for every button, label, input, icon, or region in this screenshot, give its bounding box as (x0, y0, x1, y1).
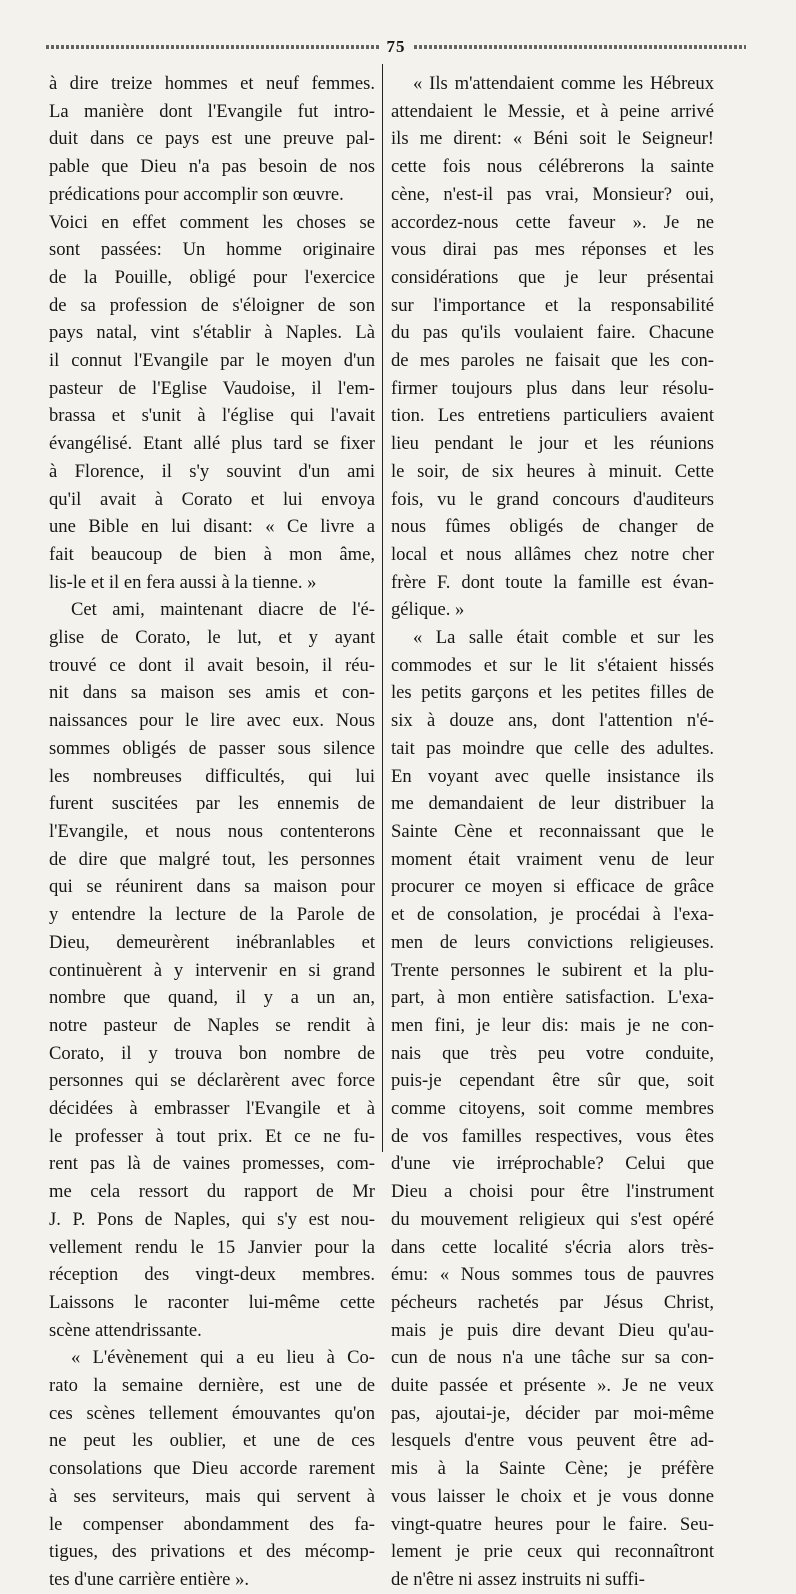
left-column-line: les nombreuses difficultés, qui lui (49, 765, 375, 787)
right-column-line: Dieu a choisi pour être l'instrument (391, 1181, 714, 1203)
right-column-line: lesquels d'entre vous peuvent être ad- (391, 1430, 714, 1452)
column-divider (382, 64, 383, 1152)
right-column (391, 70, 714, 1594)
left-column-line: de sa profession de s'éloigner de son (49, 294, 375, 316)
right-column-line: commodes et sur le lit s'étaient hissés (391, 654, 714, 676)
left-column-line: ces scènes tellement émouvantes qu'on (49, 1402, 375, 1424)
right-column-line: de vos familles respectives, vous êtes (391, 1125, 714, 1147)
right-column-line: le soir, de six heures à minuit. Cette (391, 460, 714, 482)
right-column-line: moment était vraiment venu de leur (391, 848, 714, 870)
left-column-line: à ses serviteurs, mais qui servent à (49, 1485, 375, 1507)
left-column (49, 70, 375, 1594)
right-column-line: mis à la Sainte Cène; je préfère (391, 1458, 714, 1480)
left-column-line: personnes qui se déclarèrent avec force (49, 1070, 375, 1092)
right-column-line: local et nous allâmes chez notre cher (391, 543, 714, 565)
right-column-line: ils me dirent: « Béni soit le Seigneur! (391, 128, 714, 150)
left-column-line: évangélisé. Etant allé plus tard se fixer (49, 433, 375, 455)
right-column-line: mais je puis dire devant Dieu qu'au- (391, 1319, 714, 1341)
left-column-line: pable que Dieu n'a pas besoin de nos (49, 156, 375, 178)
right-column-line: fois, vu le grand concours d'auditeurs (391, 488, 714, 510)
left-column-line: de dire que malgré tout, les personnes (49, 848, 375, 870)
right-column-line: « Ils m'attendaient comme les Hébreux (413, 73, 714, 94)
right-column-line: six à douze ans, dont l'attention n'é- (391, 710, 714, 732)
right-column-line: nais que très peu votre conduite, (391, 1042, 714, 1064)
left-column-line: y entendre la lecture de la Parole de (49, 904, 375, 926)
left-column-line: rato la semaine dernière, est une de (49, 1375, 375, 1397)
right-column-line: Trente personnes le subirent et la plu- (391, 959, 714, 981)
left-column-line: il connut l'Evangile par le moyen d'un (49, 350, 375, 372)
left-column-line: naissances pour le lire avec eux. Nous (49, 710, 375, 732)
right-column-line: cette fois nous célébrerons la sainte (391, 156, 714, 178)
right-column-line: pas, ajoutai-je, décider par moi-même (391, 1402, 714, 1424)
left-column-line: continuèrent à y intervenir en si grand (49, 959, 375, 981)
right-column-line: gélique. » (391, 599, 465, 621)
left-column-line: l'Evangile, et nous nous contenterons (49, 820, 375, 842)
left-column-line: duit dans ce pays est une preuve pal- (49, 128, 375, 150)
right-column-line: ému: « Nous sommes tous de pauvres (391, 1264, 714, 1286)
right-column-line: me demandaient de leur distribuer la (391, 793, 714, 815)
left-column-line: Dieu, demeurèrent inébranlables et (49, 931, 375, 953)
right-column-line: de n'être ni assez instruits ni suffi- (391, 1568, 645, 1590)
left-column-line: le compenser abondamment des fa- (49, 1513, 375, 1535)
left-column-line: rent pas là de vaines promesses, com- (49, 1153, 375, 1175)
left-column-line: Corato, il y trouva bon nombre de (49, 1042, 375, 1064)
right-column-line: duite passée et présente ». Je ne veux (391, 1375, 714, 1397)
left-column-line: furent suscitées par les ennemis de (49, 793, 375, 815)
left-column-line: à dire treize hommes et neuf femmes. (49, 73, 375, 94)
left-column-line: décidées à embrasser l'Evangile et à (49, 1098, 375, 1120)
right-column-line: nous fûmes obligés de changer de (391, 516, 714, 538)
right-column-line: sur l'importance et la responsabilité (391, 294, 714, 316)
left-column-line: le professer à tout prix. Et ce ne fu- (49, 1125, 375, 1147)
left-column-line: à Florence, il s'y souvint d'un ami (49, 460, 375, 482)
left-column-line: prédications pour accomplir son œuvre. (49, 183, 344, 205)
right-column-line: vous dirai pas mes réponses et les (391, 239, 714, 261)
right-column-line: vous laisser le choix et je vous donne (391, 1485, 714, 1507)
left-column-line: sont passées: Un homme originaire (49, 239, 375, 261)
left-column-line: tigues, des privations et des mécomp- (49, 1541, 375, 1563)
left-column-line: ne peut les oublier, et une de ces (49, 1430, 375, 1452)
left-column-line: réception des vingt-deux membres. (49, 1264, 375, 1286)
left-column-line: Cet ami, maintenant diacre de l'é- (71, 599, 375, 621)
left-column-line: pays natal, vint s'établir à Naples. Là (49, 322, 375, 344)
header-rule-right (414, 45, 747, 49)
right-column-line: firmer toujours plus dans leur résolu- (391, 377, 714, 399)
left-column-line: J. P. Pons de Naples, qui s'y est nou- (49, 1208, 375, 1230)
right-column-line: puis-je cependant être sûr que, soit (391, 1070, 714, 1092)
right-column-line: du mouvement religieux qui s'est opéré (391, 1208, 714, 1230)
left-column-line: vellement rendu le 15 Janvier pour la (49, 1236, 375, 1258)
left-column-line: brassa et s'unit à l'église qui l'avait (49, 405, 375, 427)
right-column-line: pécheurs rachetés par Jésus Christ, (391, 1291, 714, 1313)
right-column-line: « La salle était comble et sur les (413, 627, 714, 649)
left-column-line: glise de Corato, le lut, et y ayant (49, 627, 375, 649)
right-column-line: du pas qu'ils voulaient faire. Chacune (391, 322, 714, 344)
right-column-line: frère F. dont toute la famille est évan- (391, 571, 714, 593)
left-column-line: de la Pouille, obligé pour l'exercice (49, 266, 375, 288)
left-column-line: une Bible en lui disant: « Ce livre a (49, 516, 375, 538)
right-column-line: men de leurs convictions religieuses. (391, 931, 714, 953)
right-column-line: attendaient le Messie, et à peine arrivé (391, 100, 714, 122)
left-column-line: tes d'une carrière entière ». (49, 1568, 250, 1590)
left-column-line: sommes obligés de passer sous silence (49, 737, 375, 759)
left-column-line: qui se réunirent dans sa maison pour (49, 876, 375, 898)
left-column-line: « L'évènement qui a eu lieu à Co- (71, 1347, 375, 1369)
right-column-line: dans cette localité s'écria alors très- (391, 1236, 714, 1258)
left-column-line: consolations que Dieu accorde rarement (49, 1458, 375, 1480)
left-column-line: fait beaucoup de bien à mon âme, (49, 543, 375, 565)
right-column-line: comme citoyens, soit comme membres (391, 1098, 714, 1120)
right-column-line: de mes paroles ne faisait que les con- (391, 350, 714, 372)
right-column-line: tait pas moindre que celle des adultes. (391, 737, 714, 759)
right-column-line: cun de nous n'a une tâche sur sa con- (391, 1347, 714, 1369)
right-column-line: vingt-quatre heures pour le faire. Seu- (391, 1513, 714, 1535)
page-header (46, 38, 746, 56)
left-column-line: Voici en effet comment les choses se (49, 211, 375, 233)
right-column-line: men fini, je leur dis: mais je ne con- (391, 1014, 714, 1036)
left-column-line: Laissons le raconter lui-même cette (49, 1291, 375, 1313)
right-column-line: lement je prie ceux qui reconnaîtront (391, 1541, 714, 1563)
left-column-line: me cela ressort du rapport de Mr (49, 1181, 375, 1203)
left-column-line: trouvé ce dont il avait besoin, il réu- (49, 654, 375, 676)
left-column-line: La manière dont l'Evangile fut intro- (49, 100, 375, 122)
left-column-line: notre pasteur de Naples se rendit à (49, 1014, 375, 1036)
right-column-line: lieu pendant le jour et les réunions (391, 433, 714, 455)
right-column-line: Sainte Cène et reconnaissant que le (391, 820, 714, 842)
left-column-line: pasteur de l'Eglise Vaudoise, il l'em- (49, 377, 375, 399)
header-rule-left (46, 45, 379, 49)
right-column-line: cène, n'est-il pas vrai, Monsieur? oui, (391, 183, 714, 205)
right-column-line: considérations que je leur présentai (391, 266, 714, 288)
right-column-line: et de consolation, je procédai à l'exa- (391, 904, 714, 926)
right-column-line: les petits garçons et les petites filles de (391, 682, 714, 704)
left-column-line: lis-le et il en fera aussi à la tienne. » (49, 571, 317, 593)
right-column-line: tion. Les entretiens particuliers avaient (391, 405, 714, 427)
right-column-line: accordez-nous cette faveur ». Je ne (391, 211, 714, 233)
right-column-line: d'une vie irréprochable? Celui que (391, 1153, 714, 1175)
left-column-line: qu'il avait à Corato et lui envoya (49, 488, 375, 510)
right-column-line: En voyant avec quelle insistance ils (391, 765, 714, 787)
right-column-line: part, à mon entière satisfaction. L'exa- (391, 987, 714, 1009)
page-number: 75 (386, 37, 406, 56)
right-column-line: procurer ce moyen si efficace de grâce (391, 876, 714, 898)
left-column-line: scène attendrissante. (49, 1319, 202, 1341)
left-column-line: nit dans sa maison ses amis et con- (49, 682, 375, 704)
left-column-line: nombre que quand, il y a un an, (49, 987, 375, 1009)
